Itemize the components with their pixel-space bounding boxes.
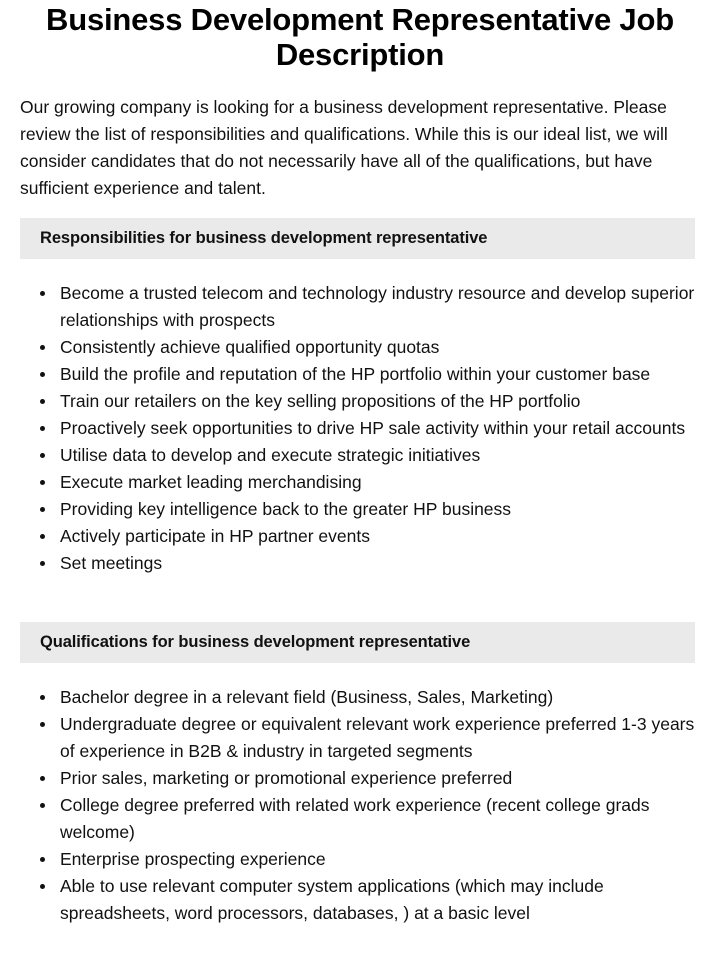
bullet-icon (40, 884, 45, 889)
list-item-text: Set meetings (60, 553, 163, 573)
intro-paragraph: Our growing company is looking for a business development representative. Please review the list of responsibilities and qualifications. While this is our ideal list, we will consider candidates that do not necessarily have all of the qualifications, but have sufficient experience and talent. (20, 97, 668, 198)
responsibilities-list (20, 280, 700, 577)
bullet-icon (40, 480, 45, 485)
list-item-text: Consistently achieve qualified opportunity quotas (60, 337, 440, 357)
bullet-icon (40, 507, 45, 512)
list-item-text: Train our retailers on the key selling propositions of the HP portfolio (60, 391, 581, 411)
bullet-icon (40, 426, 45, 431)
list-item (60, 388, 700, 415)
list-item (60, 280, 700, 334)
bullet-icon (40, 857, 45, 862)
bullet-icon (40, 453, 45, 458)
list-item (60, 523, 700, 550)
bullet-icon (40, 561, 45, 566)
list-item (60, 361, 700, 388)
list-item (60, 792, 700, 846)
list-item (60, 496, 700, 523)
page-title: Business Development Representative Job Description (46, 2, 674, 72)
list-item (60, 873, 700, 927)
list-item (60, 711, 700, 765)
list-item (60, 442, 700, 469)
bullet-icon (40, 372, 45, 377)
list-item (60, 765, 700, 792)
list-item-text: Actively participate in HP partner events (60, 526, 370, 546)
list-item-text: Execute market leading merchandising (60, 472, 362, 492)
bullet-icon (40, 345, 45, 350)
qualifications-section-header (20, 622, 695, 663)
bullet-icon (40, 722, 45, 727)
responsibilities-section-header (20, 218, 695, 259)
list-item-text: College degree preferred with related work experience (recent college grads welcome) (60, 795, 650, 842)
list-item-text: Proactively seek opportunities to drive HP sale activity within your retail accounts (60, 418, 686, 438)
qualifications-list (20, 684, 700, 927)
list-item (60, 846, 700, 873)
bullet-icon (40, 291, 45, 296)
list-item-text: Undergraduate degree or equivalent relevant work experience preferred 1-3 years of experience in B2B & industry in targeted segments (60, 714, 695, 761)
bullet-icon (40, 695, 45, 700)
list-item-text: Able to use relevant computer system applications (which may include spreadsheets, word processors, databases, ) at a basic level (60, 876, 604, 923)
list-item-text: Bachelor degree in a relevant field (Business, Sales, Marketing) (60, 687, 554, 707)
qualifications-heading: Qualifications for business development representative (40, 633, 471, 651)
list-item-text: Prior sales, marketing or promotional experience preferred (60, 768, 513, 788)
bullet-icon (40, 776, 45, 781)
list-item (60, 469, 700, 496)
list-item-text: Utilise data to develop and execute strategic initiatives (60, 445, 481, 465)
bullet-icon (40, 399, 45, 404)
list-item (60, 550, 700, 577)
bullet-icon (40, 803, 45, 808)
list-item (60, 334, 700, 361)
list-item-text: Enterprise prospecting experience (60, 849, 326, 869)
list-item (60, 415, 700, 442)
list-item-text: Build the profile and reputation of the HP portfolio within your customer base (60, 364, 651, 384)
responsibilities-heading: Responsibilities for business development representative (40, 229, 488, 247)
list-item (60, 684, 700, 711)
list-item-text: Providing key intelligence back to the greater HP business (60, 499, 512, 519)
list-item-text: Become a trusted telecom and technology industry resource and develop superior relationships with prospects (60, 283, 695, 330)
bullet-icon (40, 534, 45, 539)
